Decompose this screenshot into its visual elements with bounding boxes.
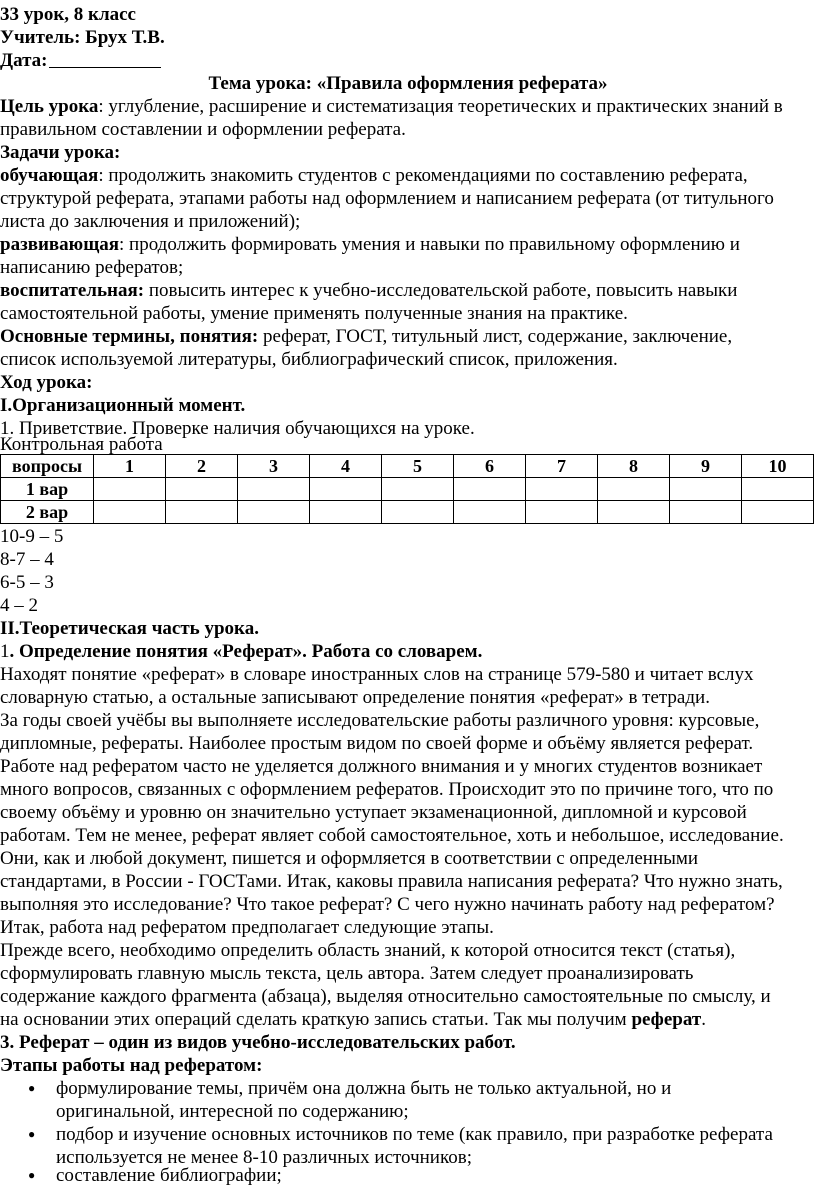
terms-line-1: Основные термины, понятия: реферат, ГОСТ, титульный лист, содержание, заключение,	[0, 326, 733, 347]
task-developing-2: написанию рефератов;	[0, 257, 184, 278]
date-blank	[49, 50, 161, 68]
table-cell[interactable]	[166, 478, 238, 501]
task-developing-1: развивающая: продолжить формировать умения и навыки по правильному оформлению и	[0, 234, 740, 255]
grade-line: 4 – 2	[0, 595, 38, 616]
paragraph-line: стандартами, в России - ГОСТами. Итак, каковы правила написания реферата? Что нужно знать,	[0, 871, 783, 892]
table-header-cell: 1	[94, 455, 166, 478]
table-header-cell: 2	[166, 455, 238, 478]
task-teaching-3: листа до заключения и приложений);	[0, 211, 301, 232]
table-cell[interactable]	[454, 478, 526, 501]
table-cell[interactable]	[310, 478, 382, 501]
paragraph-line: своему объёму и уровню он значительно уступает экзаменационной, дипломной и курсовой	[0, 802, 747, 823]
bullet-icon: ●	[28, 1127, 36, 1141]
goal-line-1: Цель урока: углубление, расширение и систематизация теоретических и практических знаний в	[0, 96, 783, 117]
table-cell[interactable]	[94, 501, 166, 524]
list-item: оригинальной, интересной по содержанию;	[56, 1101, 409, 1122]
bullet-icon: ●	[28, 1081, 36, 1095]
table-cell[interactable]	[310, 501, 382, 524]
table-cell[interactable]	[166, 501, 238, 524]
paragraph-line: Они, как и любой документ, пишется и оформляется в соответствии с определенными	[0, 848, 699, 869]
task-educational-2: самостоятельной работы, умение применять полученные знания на практике.	[0, 303, 628, 324]
date-label: Дата:	[0, 50, 48, 71]
table-header-cell: 10	[742, 455, 814, 478]
test-table	[0, 454, 814, 524]
table-cell[interactable]	[526, 501, 598, 524]
table-cell[interactable]	[382, 501, 454, 524]
grade-line: 10-9 – 5	[0, 526, 64, 547]
goal-line-2: правильном составлении и оформлении реферата.	[0, 119, 406, 140]
paragraph-line: много вопросов, связанных с оформлением рефератов. Происходит это по причине того, что по	[0, 779, 774, 800]
table-header-cell: 4	[310, 455, 382, 478]
table-cell[interactable]	[670, 478, 742, 501]
table-header-cell: 3	[238, 455, 310, 478]
subsection-1-heading: 1. Определение понятия «Реферат». Работа со словарем.	[0, 641, 483, 662]
paragraph-line: Итак, работа над рефератом предполагает следующие этапы.	[0, 917, 494, 938]
paragraph-line: содержание каждого фрагмента (абзаца), выделяя относительно самостоятельные по смыслу, и	[0, 986, 771, 1007]
paragraph-line: работам. Тем не менее, реферат являет собой самостоятельное, хоть и небольшое, исследование.	[0, 825, 784, 846]
section-1-heading: I.Организационный момент.	[0, 395, 246, 416]
table-cell[interactable]	[454, 501, 526, 524]
table-row	[1, 478, 814, 501]
row-label: 2 вар	[1, 501, 94, 524]
paragraph-line: Работе над рефератом часто не уделяется должного внимания и у многих студентов возникает	[0, 756, 763, 777]
paragraph-line: Прежде всего, необходимо определить область знаний, к которой относится текст (статья),	[0, 940, 736, 961]
table-cell[interactable]	[598, 501, 670, 524]
table-cell[interactable]	[742, 478, 814, 501]
paragraph-line: на основании этих операций сделать краткую запись статьи. Так мы получим реферат.	[0, 1009, 706, 1030]
row-label: 1 вар	[1, 478, 94, 501]
table-header-cell: 9	[670, 455, 742, 478]
paragraph-line: дипломные, рефераты. Наиболее простым видом по своей форме и объёму является реферат.	[0, 733, 754, 754]
item-greeting: 1. Приветствие. Проверке наличия обучающихся на уроке.	[0, 418, 475, 439]
grade-line: 6-5 – 3	[0, 572, 54, 593]
task-teaching-2: структурой реферата, этапами работы над оформлением и написанием реферата (от титульного	[0, 188, 774, 209]
lesson-topic: Тема урока: «Правила оформления реферата»	[208, 73, 608, 94]
list-item: подбор и изучение основных источников по теме (как правило, при разработке реферата	[56, 1124, 773, 1145]
list-item: составление библиографии;	[56, 1165, 282, 1186]
test-label: Контрольная работа	[0, 434, 163, 455]
terms-line-2: список используемой литературы, библиографический список, приложения.	[0, 349, 618, 370]
table-header-cell: 8	[598, 455, 670, 478]
list-item: формулирование темы, причём она должна быть не только актуальной, но и	[56, 1078, 672, 1099]
paragraph-line: Находят понятие «реферат» в словаре иностранных слов на странице 579-580 и читает вслух	[0, 664, 754, 685]
paragraph-line: сформулировать главную мысль текста, цель автора. Затем следует проанализировать	[0, 963, 694, 984]
date-line	[0, 49, 161, 72]
goal-label: Цель урока	[0, 96, 99, 117]
task-teaching-1: обучающая: продолжить знакомить студентов с рекомендациями по составлению реферата,	[0, 165, 748, 186]
tasks-heading: Задачи урока:	[0, 142, 121, 163]
table-header-cell: 7	[526, 455, 598, 478]
table-cell[interactable]	[94, 478, 166, 501]
table-cell[interactable]	[742, 501, 814, 524]
table-cell[interactable]	[382, 478, 454, 501]
table-header-cell: 5	[382, 455, 454, 478]
grade-line: 8-7 – 4	[0, 549, 54, 570]
teacher-name: Учитель: Брух Т.В.	[0, 27, 165, 48]
course-heading: Ход урока:	[0, 372, 93, 393]
paragraph-line: выполняя это исследование? Что такое реферат? С чего нужно начинать работу над рефератом?	[0, 894, 775, 915]
stages-heading: Этапы работы над рефератом:	[0, 1055, 263, 1076]
table-cell[interactable]	[238, 501, 310, 524]
lesson-number: 33 урок, 8 класс	[0, 4, 136, 25]
task-educational-1: воспитательная: повысить интерес к учебно-исследовательской работе, повысить навыки	[0, 280, 738, 301]
table-cell[interactable]	[598, 478, 670, 501]
paragraph-line: словарную статью, а остальные записывают определение понятия «реферат» в тетради.	[0, 687, 710, 708]
table-cell[interactable]	[670, 501, 742, 524]
paragraph-line: За годы своей учёбы вы выполняете исследовательские работы различного уровня: курсовые,	[0, 710, 760, 731]
bullet-icon: ●	[28, 1168, 36, 1182]
subsection-3-heading: 3. Реферат – один из видов учебно-исследовательских работ.	[0, 1032, 516, 1053]
table-row	[1, 455, 814, 478]
table-cell[interactable]	[526, 478, 598, 501]
list-item: используется не менее 8-10 различных источников;	[56, 1147, 472, 1168]
table-cell[interactable]	[238, 478, 310, 501]
table-row	[1, 501, 814, 524]
table-header-cell: 6	[454, 455, 526, 478]
section-2-heading: II.Теоретическая часть урока.	[0, 618, 259, 639]
table-header-cell: вопросы	[1, 455, 94, 478]
